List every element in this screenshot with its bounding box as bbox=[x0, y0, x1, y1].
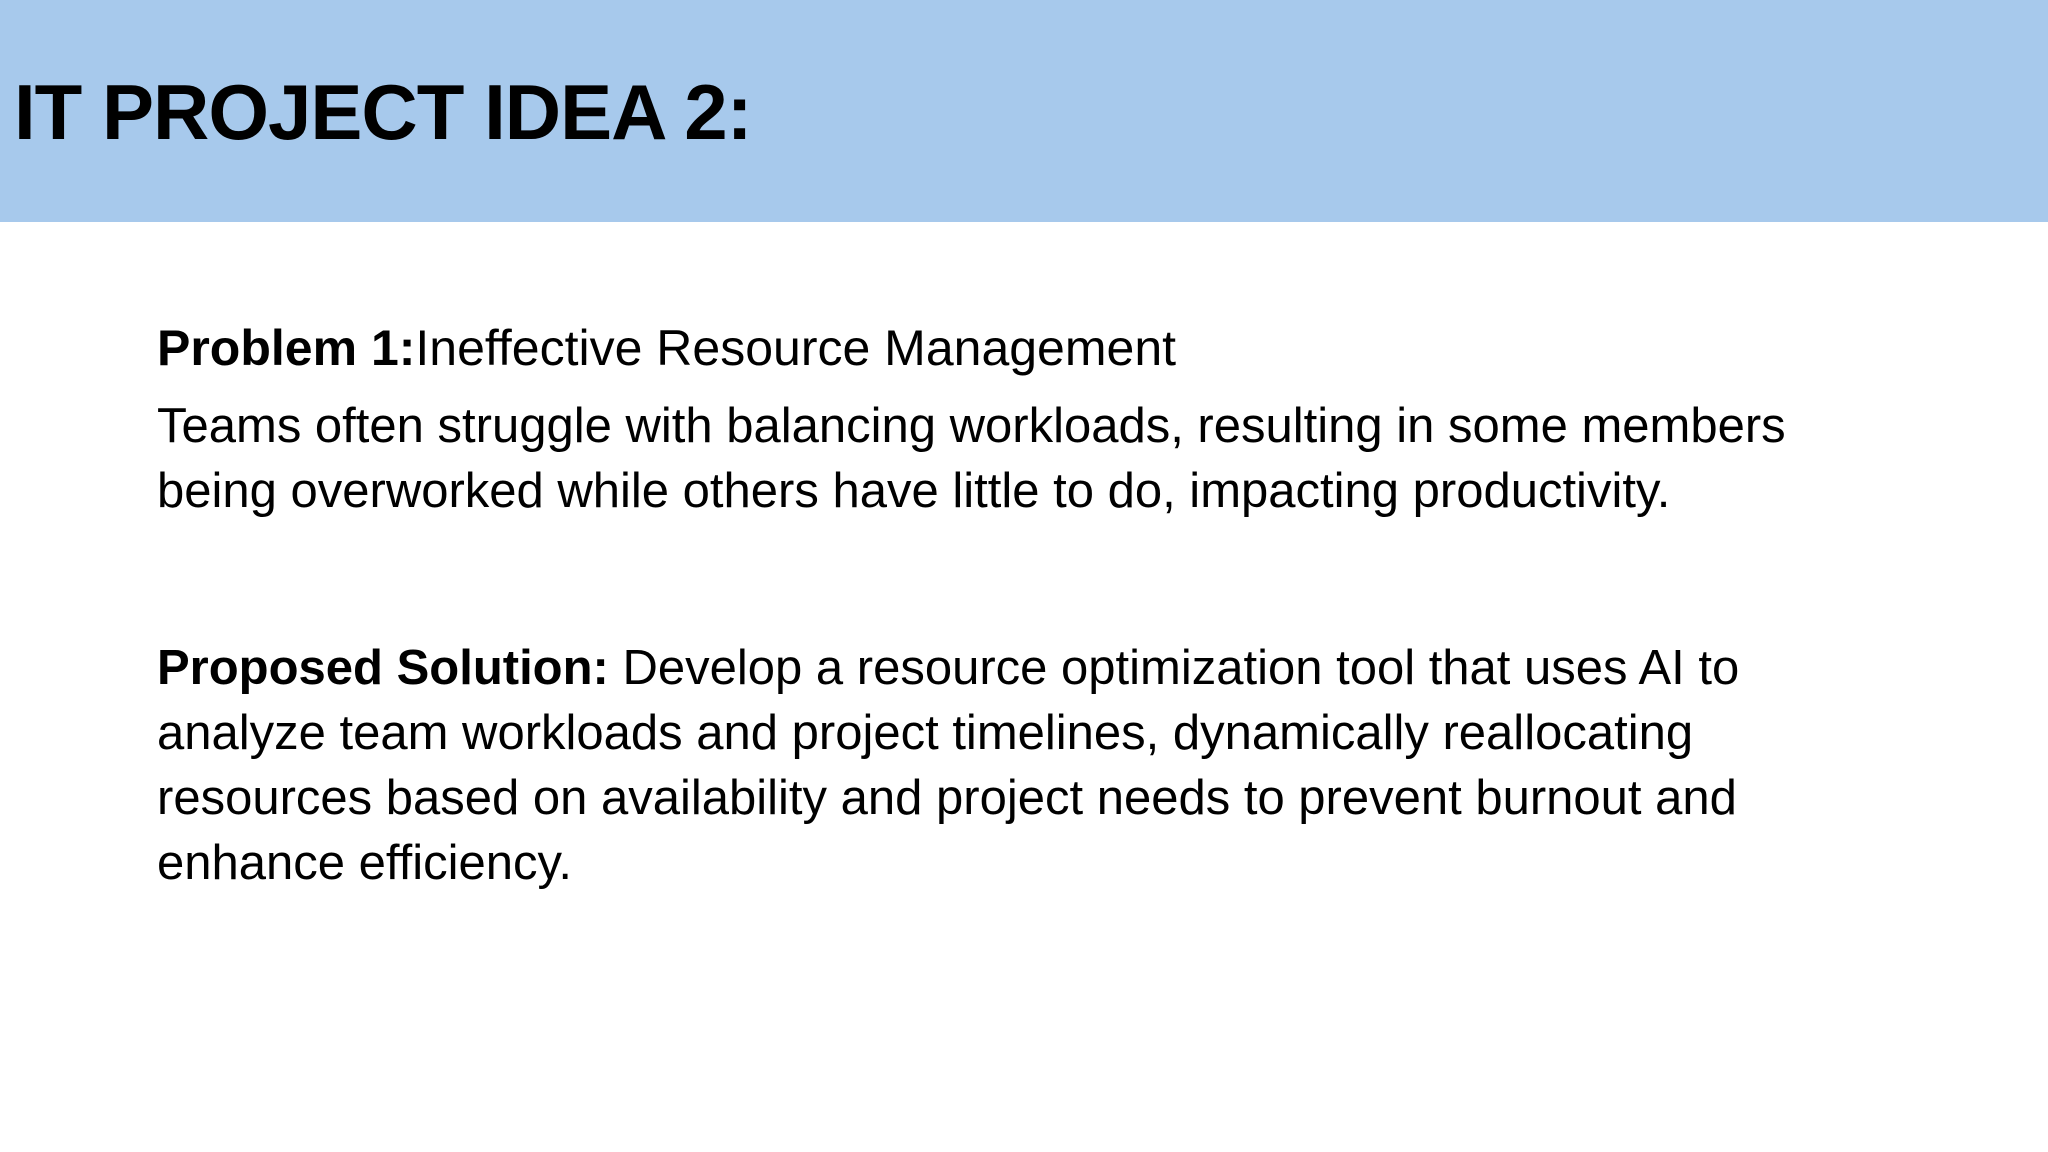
title-bar bbox=[0, 0, 2048, 222]
proposed-solution bbox=[157, 636, 1877, 896]
problem-description: Teams often struggle with balancing workloads, resulting in some members being overworked while others have little to do, impacting productivity. bbox=[157, 399, 1786, 518]
problem-heading bbox=[157, 312, 1877, 384]
problem-title: Ineffective Resource Management bbox=[415, 320, 1177, 376]
solution-text: Develop a resource optimization tool that uses AI to analyze team workloads and project timelines, dynamically reallocating resources based on availability and project needs to prevent burnout and enhance efficiency. bbox=[157, 641, 1740, 890]
slide-title: IT PROJECT IDEA 2: bbox=[14, 68, 752, 156]
problem-label: Problem 1: bbox=[157, 320, 416, 376]
slide-content bbox=[157, 312, 1877, 896]
solution-label: Proposed Solution: bbox=[157, 641, 609, 695]
